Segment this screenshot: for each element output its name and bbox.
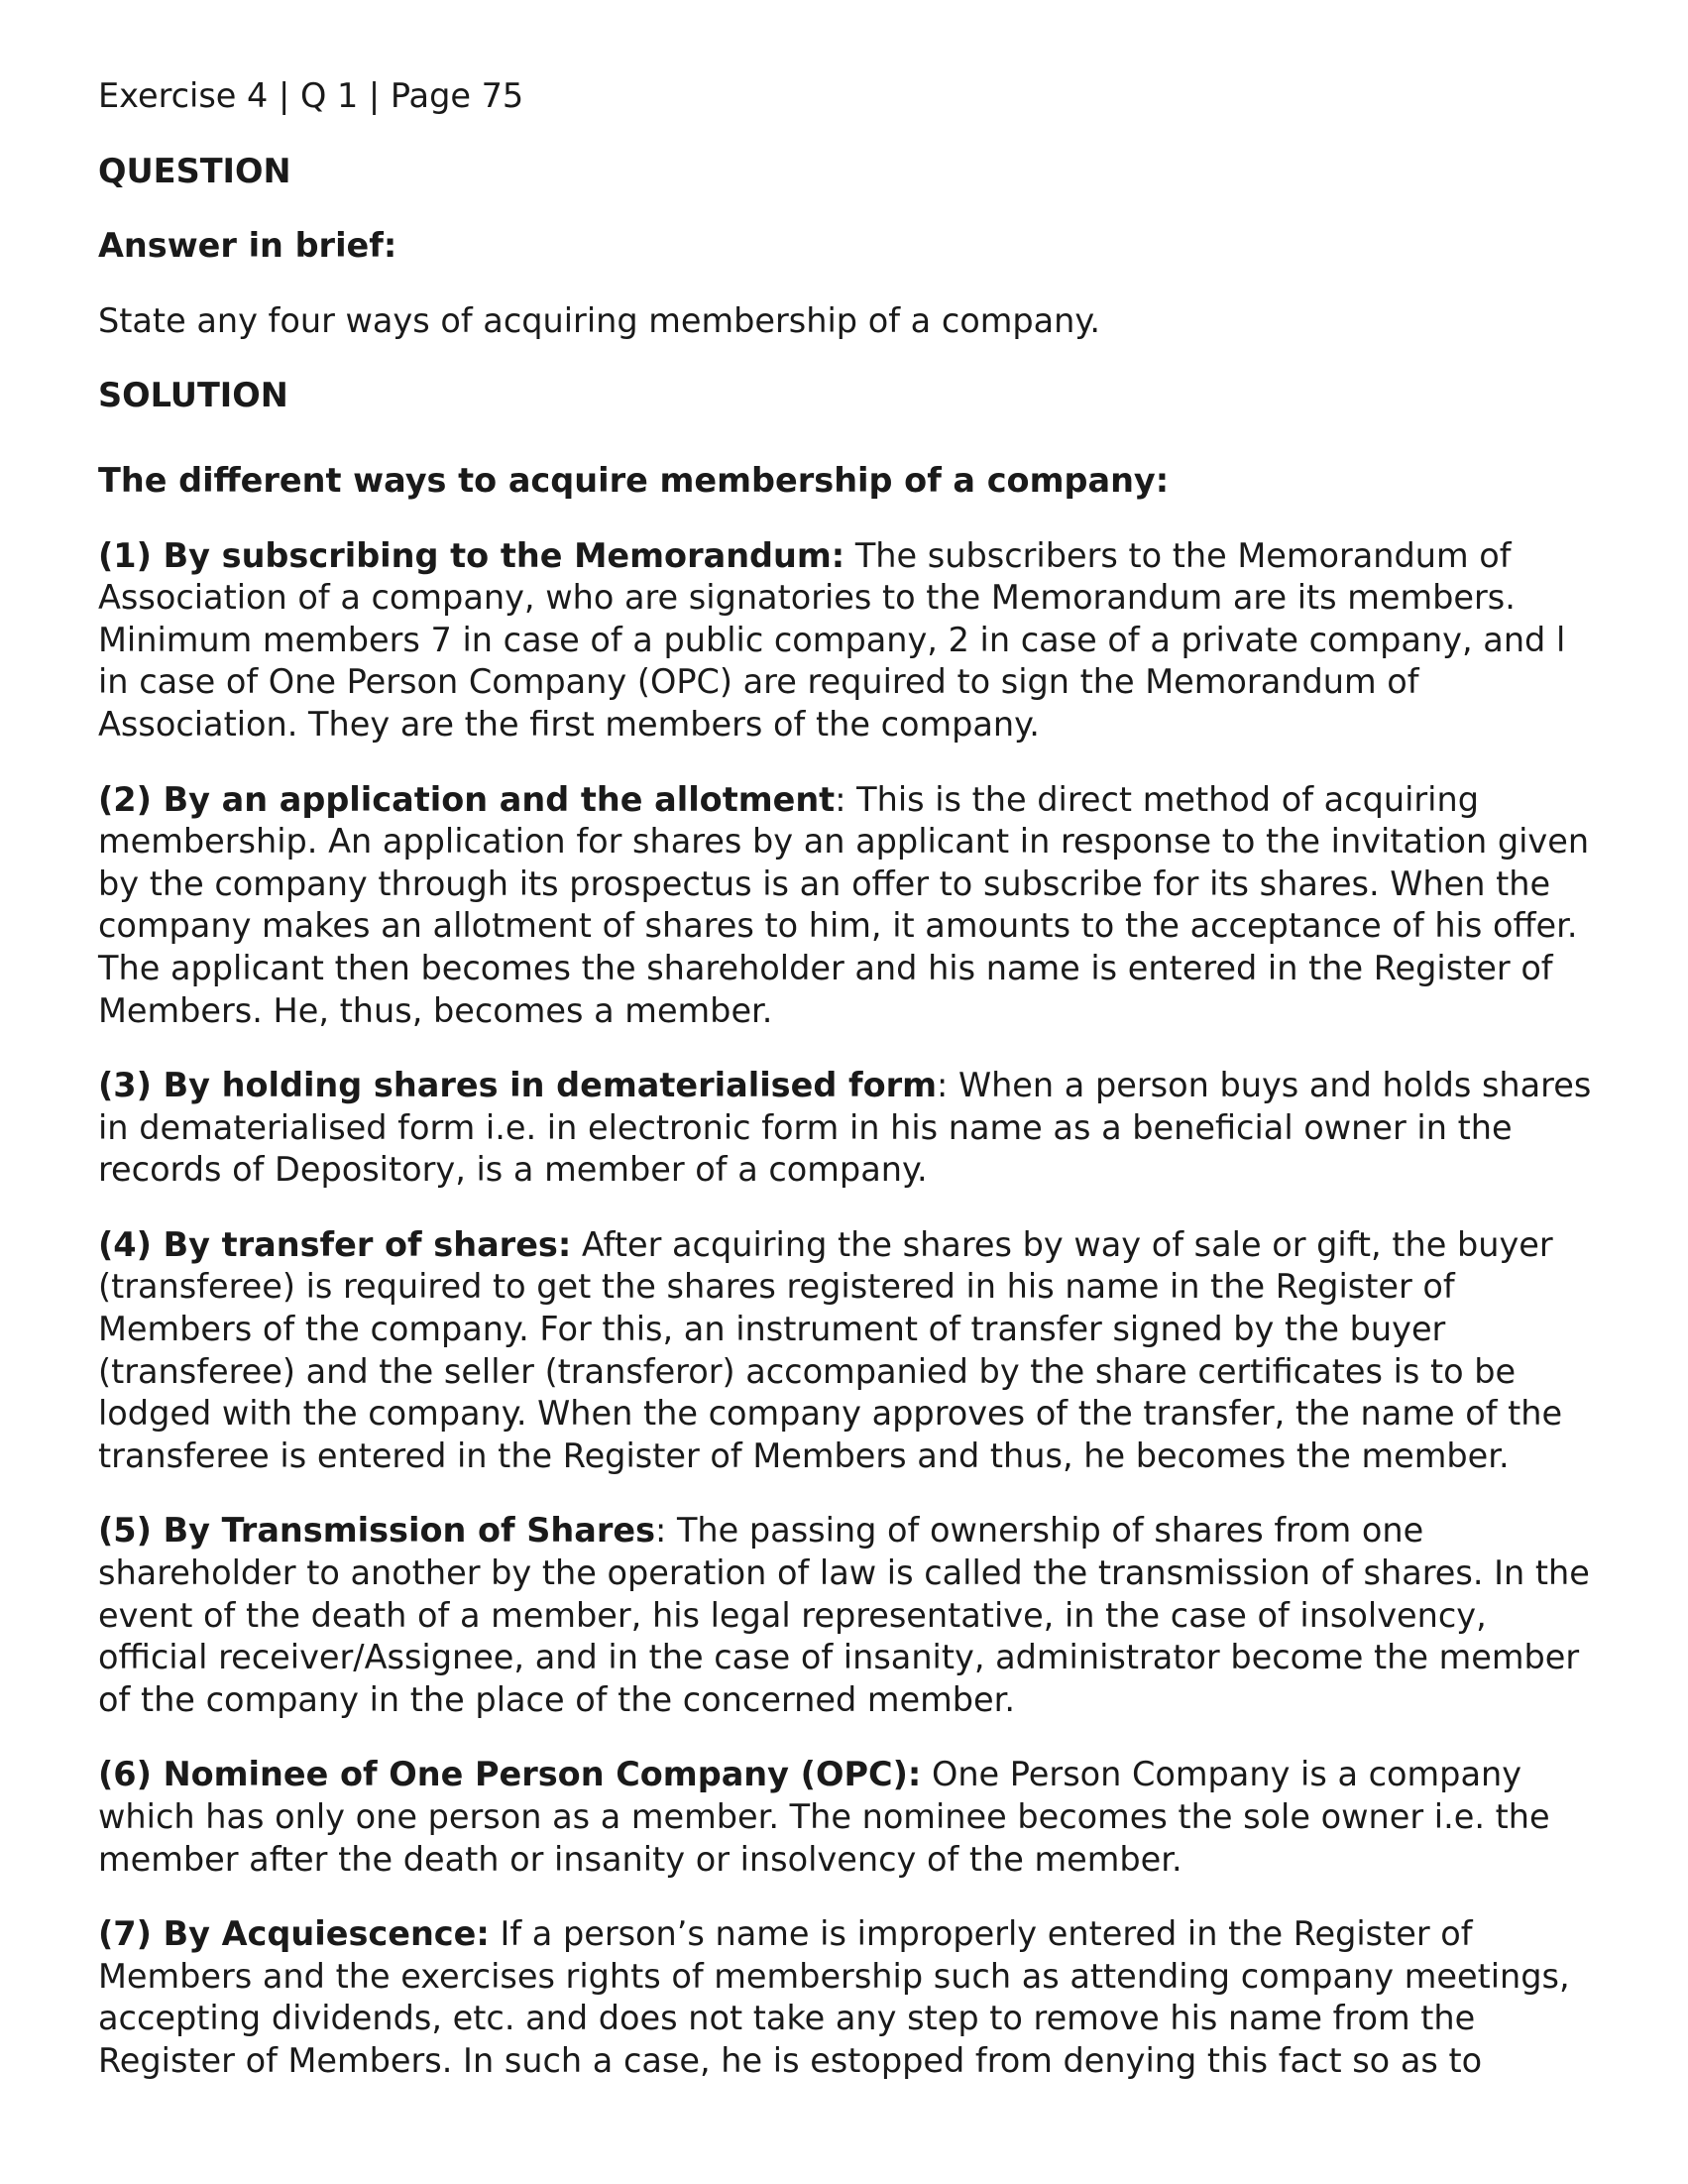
point-body: : The passing of ownership of shares from one shareholder to another by the operation of law is called the transmission of shares. In the event of the death of a member, his legal representative, in the case of insolvency, official receiver/Assignee, and in the case of insanity, administrator become the member of the company in the place of the concerned member. [98,1511,1590,1719]
point-body: : This is the direct method of acquiring membership. An application for shares by an applicant in response to the invitation given by the company through its prospectus is an offer to subscribe for its shares. When the company makes an allotment of shares to him, it amounts to the acceptance of his offer. The applicant then becomes the shareholder and his name is entered in the Register of Members. He, thus, becomes a member. [98,779,1590,1030]
question-text: State any four ways of acquiring membership of a company. [98,300,1101,340]
point-title: (3) By holding shares in dematerialised form [98,1066,938,1105]
point-title: (5) By Transmission of Shares [98,1511,656,1551]
point-body: The subscribers to the Memorandum of Association of a company, who are signatories to the Memorandum are its members. Minimum members 7 in case of a public company, 2 in case of a private company, and l in case of One Person Company (OPC) are required to sign the Memorandum of Association. They are the first members of the company. [98,535,1566,744]
question-instruction: Answer in brief: [98,226,397,266]
solution-intro: The different ways to acquire membership of a company: [98,460,1170,500]
point-title: (2) By an application and the allotment [98,779,836,819]
point-title: (7) By Acquiescence: [98,1914,490,1954]
point-title: (1) By subscribing to the Memorandum: [98,535,845,575]
solution-point-3 [98,1065,1605,1192]
document-page [98,75,1605,2116]
exercise-reference: Exercise 4 | Q 1 | Page 75 [98,76,524,115]
point-body: : When a person buys and holds shares in dematerialised form i.e. in electronic form in his name as a beneficial owner in the records of Depository, is a member of a company. [98,1066,1592,1190]
solution-point-1 [98,535,1605,747]
point-body: If a person’s name is improperly entered in the Register of Members and the exercises rights of membership such as attending company meetings, accepting dividends, etc. and does not take any step to remove his name from the Register of Members. In such a case, he is estopped from denying this fact so as to [98,1914,1570,2080]
solution-point-2 [98,779,1605,1033]
question-heading: QUESTION [98,151,291,190]
point-body: After acquiring the shares by way of sale or gift, the buyer (transferee) is required to get the shares registered in his name in the Register of Members of the company. For this, an instrument of transfer signed by the buyer (transferee) and the seller (transferor) accompanied by the share certificates is to be lodged with the company. When the company approves of the transfer, the name of the transferee is entered in the Register of Members and thus, he becomes the member. [98,1224,1563,1475]
point-title: (6) Nominee of One Person Company (OPC): [98,1755,922,1794]
solution-heading: SOLUTION [98,376,288,415]
solution-point-5 [98,1510,1605,1721]
solution-point-7 [98,1913,1605,2082]
solution-point-4 [98,1224,1605,1478]
point-body: One Person Company is a company which has only one person as a member. The nominee becomes the sole owner i.e. the member after the death or insanity or insolvency of the member. [98,1755,1550,1879]
solution-point-6 [98,1754,1605,1881]
point-title: (4) By transfer of shares: [98,1224,572,1264]
